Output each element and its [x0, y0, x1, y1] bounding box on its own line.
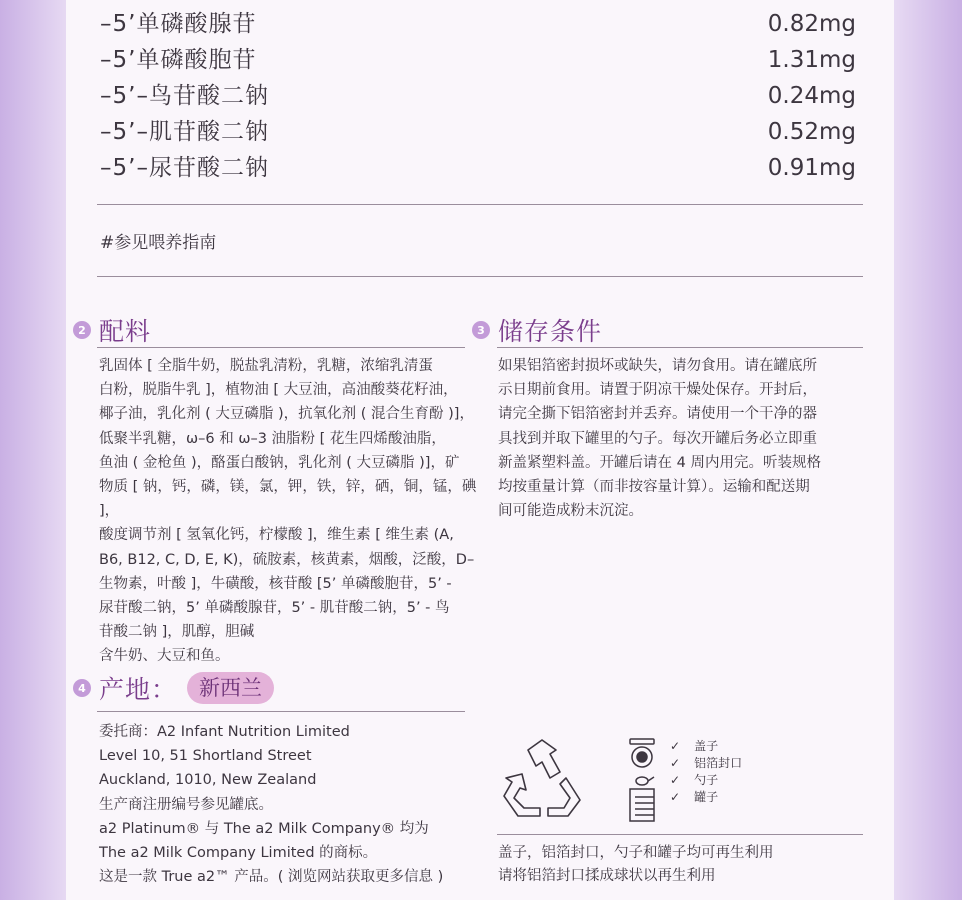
- recycle-item-label: 罐子: [694, 790, 719, 804]
- recycle-item: [670, 737, 718, 754]
- nutrient-row: [100, 150, 856, 186]
- origin-text: 委托商：A2 Infant Nutrition Limited Level 10, 51 Shortland Street Auckland, 1010, New Zealand 生产商注册编号参见罐底。 a2 Platinum® 与 The a2 Milk Company® 均为 The a2 Milk Company Limited 的商标。 这是一款 True a2™ 产品。( 浏览网站获取更多信息 ): [99, 724, 444, 886]
- ingredients-text: 乳固体 [ 全脂牛奶，脱盐乳清粉，乳糖，浓缩乳清蛋 白粉，脱脂牛乳 ]，植物油 [ 大豆油，高油酸葵花籽油， 椰子油，乳化剂 ( 大豆磷脂 )，抗氧化剂 ( 混合生育酚 )]， 低聚半乳糖，ω–6 和 ω–3 油脂粉 [ 花生四烯酸油脂， 鱼油 ( 金枪鱼 )，酪蛋白酸钠，乳化剂 ( 大豆磷脂 )]，矿 物质 [ 钠，钙，磷，镁，氯，钾，铁，锌，硒，铜，锰，碘 ]， 酸度调节剂 [ 氢氧化钙，柠檬酸 ]，维生素 [ 维生素 (A, B6, B12, C, D, E, K)，硫胺素，核黄素，烟酸，泛酸，D– 生物素，叶酸 ]，牛磺酸，核苷酸 [5’ 单磷酸胞苷，5’ - 尿苷酸二钠，5’ 单磷酸腺苷，5’ - 肌苷酸二钠，5’ - 鸟 苷酸二钠 ]，肌醇，胆碱 含牛奶、大豆和鱼。: [99, 358, 477, 665]
- nutrient-value: 1.31mg: [767, 47, 856, 73]
- nutrient-value: 0.24mg: [767, 83, 856, 109]
- recycle-item-label: 盖子: [694, 739, 719, 753]
- recycle-item: [670, 788, 718, 805]
- ingredients-header: [73, 312, 151, 348]
- nutrient-value: 0.91mg: [767, 155, 856, 181]
- can-parts-icon: [627, 737, 657, 823]
- check-icon: ✓: [670, 772, 681, 787]
- section-number-badge: 2: [73, 321, 91, 339]
- divider: [97, 276, 863, 277]
- ingredients-title: 配料: [99, 317, 152, 346]
- divider: [97, 204, 863, 205]
- divider: [97, 711, 465, 712]
- divider: [97, 347, 465, 348]
- recycle-item-label: 铝箔封口: [694, 756, 743, 770]
- check-icon: ✓: [670, 755, 681, 770]
- nutrient-name: –5’–鸟苷酸二钠: [100, 83, 269, 109]
- nutrient-value: 0.82mg: [767, 11, 856, 37]
- nutrient-row: [100, 42, 856, 78]
- recycle-item: [670, 771, 718, 788]
- nutrient-value: 0.52mg: [767, 119, 856, 145]
- divider: [497, 347, 863, 348]
- nutrient-name: –5’单磷酸腺苷: [100, 11, 257, 37]
- nutrient-row: [100, 114, 856, 150]
- origin-header: [73, 670, 274, 706]
- check-icon: ✓: [670, 789, 681, 804]
- check-icon: ✓: [670, 738, 681, 753]
- recycle-item-label: 勺子: [694, 773, 719, 787]
- feeding-note: #参见喂养指南: [100, 233, 217, 253]
- nutrient-row: [100, 6, 856, 42]
- section-number-badge: 4: [73, 679, 91, 697]
- nutrient-name: –5’–尿苷酸二钠: [100, 155, 269, 181]
- nutrient-name: –5’–肌苷酸二钠: [100, 119, 269, 145]
- divider: [497, 834, 863, 835]
- storage-text: 如果铝箔密封损坏或缺失，请勿食用。请在罐底所 示日期前食用。请置于阴凉干燥处保存。开封后， 请完全撕下铝箔密封并丢弃。请使用一个干净的器 具找到并取下罐里的勺子。每次开罐后务必立即重 新盖紧塑料盖。开罐后请在 4 周内用完。听装规格 均按重量计算（而非按容量计算）。运输和配送期 间可能造成粉末沉淀。: [498, 358, 821, 520]
- storage-title: 储存条件: [498, 317, 603, 346]
- storage-header: [472, 312, 602, 348]
- recycle-item: [670, 754, 742, 771]
- origin-title: 产地：: [99, 675, 178, 704]
- nutrient-name: –5’单磷酸胞苷: [100, 47, 257, 73]
- recycle-footer-text: 盖子，铝箔封口，勺子和罐子均可再生利用 请将铝箔封口揉成球状以再生利用: [498, 845, 774, 884]
- recycle-icon: [498, 738, 586, 820]
- nutrient-row: [100, 78, 856, 114]
- origin-country-badge: 新西兰: [187, 672, 274, 704]
- section-number-badge: 3: [472, 321, 490, 339]
